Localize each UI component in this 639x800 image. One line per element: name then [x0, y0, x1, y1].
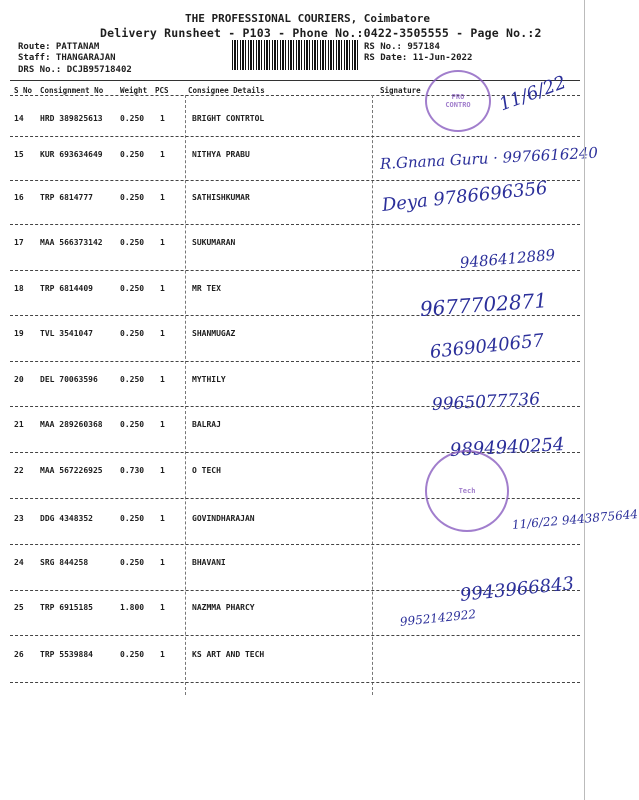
row-pcs: 1: [160, 284, 165, 293]
row-weight: 0.250: [120, 650, 145, 659]
row-weight: 0.250: [120, 420, 145, 429]
row-consignee: KS ART AND TECH: [192, 650, 265, 659]
row-consignment-number: HRD 389825613: [40, 114, 103, 123]
row-pcs: 1: [160, 238, 165, 247]
row-consignment-number: DDG 4348352: [40, 514, 93, 523]
row-sno: 26: [14, 650, 24, 659]
table-row: [0, 558, 600, 578]
row-sno: 19: [14, 329, 24, 338]
row-consignment-number: MAA 566373142: [40, 238, 103, 247]
row-sno: 23: [14, 514, 24, 523]
row-consignee: BRIGHT CONTRTOL: [192, 114, 265, 123]
col-weight: Weight: [120, 86, 148, 95]
row-pcs: 1: [160, 650, 165, 659]
table-row: [0, 466, 600, 486]
row-weight: 0.730: [120, 466, 145, 475]
col-consignee: Consignee Details: [188, 86, 265, 95]
row-separator: [10, 136, 580, 137]
row-weight: 0.250: [120, 375, 145, 384]
barcode: [232, 40, 358, 70]
row-consignee: MR TEX: [192, 284, 221, 293]
handwritten-signature: 11/6/22: [496, 71, 569, 116]
row-sno: 17: [14, 238, 24, 247]
table-row: [0, 603, 600, 623]
row-sno: 16: [14, 193, 24, 202]
row-weight: 0.250: [120, 329, 145, 338]
row-pcs: 1: [160, 420, 165, 429]
row-weight: 0.250: [120, 284, 145, 293]
row-sno: 25: [14, 603, 24, 612]
row-sno: 14: [14, 114, 24, 123]
row-sno: 15: [14, 150, 24, 159]
row-pcs: 1: [160, 193, 165, 202]
row-weight: 0.250: [120, 558, 145, 567]
drs-number: DRS No.: DCJB95718402: [18, 65, 132, 75]
handwritten-signature: R.Gnana Guru · 9976616240: [379, 143, 599, 173]
row-consignee: BALRAJ: [192, 420, 221, 429]
row-consignee: MYTHILY: [192, 375, 226, 384]
row-pcs: 1: [160, 514, 165, 523]
table-row: [0, 114, 600, 134]
handwritten-signature: Deya 9786696356: [380, 177, 549, 216]
row-pcs: 1: [160, 329, 165, 338]
row-consignment-number: TRP 6814777: [40, 193, 93, 202]
row-sno: 18: [14, 284, 24, 293]
rs-date: RS Date: 11-Jun-2022: [364, 53, 473, 63]
row-consignment-number: DEL 70063596: [40, 375, 98, 384]
row-consignee: GOVINDHARAJAN: [192, 514, 255, 523]
row-consignee: BHAVANI: [192, 558, 226, 567]
row-consignment-number: TVL 3541047: [40, 329, 93, 338]
row-weight: 0.250: [120, 150, 145, 159]
route-label: Route: PATTANAM: [18, 42, 100, 52]
rs-number: RS No.: 957184: [364, 42, 440, 52]
row-consignee: SATHISHKUMAR: [192, 193, 250, 202]
stamp-middle-text: Tech: [458, 487, 476, 495]
row-consignee: O TECH: [192, 466, 221, 475]
handwritten-signature: 9894940254: [449, 434, 565, 461]
row-consignment-number: TRP 6814409: [40, 284, 93, 293]
row-consignment-number: KUR 693634649: [40, 150, 103, 159]
row-weight: 0.250: [120, 193, 145, 202]
table-row: [0, 650, 600, 670]
row-sno: 20: [14, 375, 24, 384]
row-consignment-number: TRP 5539884: [40, 650, 93, 659]
row-consignment-number: MAA 289260368: [40, 420, 103, 429]
row-consignment-number: TRP 6915185: [40, 603, 93, 612]
row-consignment-number: SRG 844258: [40, 558, 89, 567]
row-weight: 1.800: [120, 603, 145, 612]
col-consignment: Consignment No: [40, 86, 104, 95]
row-weight: 0.250: [120, 514, 145, 523]
handwritten-signature: 9677702871: [419, 288, 548, 321]
row-separator: [10, 544, 580, 545]
row-sno: 21: [14, 420, 24, 429]
handwritten-signature: 6369040657: [428, 330, 546, 363]
table-row: [0, 514, 600, 534]
row-pcs: 1: [160, 558, 165, 567]
handwritten-signature: 11/6/22 9443875644: [511, 507, 639, 532]
row-pcs: 1: [160, 150, 165, 159]
row-consignee: NITHYA PRABU: [192, 150, 250, 159]
handwritten-signature: 9952142922: [399, 607, 477, 629]
row-separator: [10, 270, 580, 271]
row-separator: [10, 361, 580, 362]
company-stamp-middle: [425, 450, 509, 532]
row-consignee: SHANMUGAZ: [192, 329, 236, 338]
company-stamp-top: [425, 70, 491, 132]
row-pcs: 1: [160, 375, 165, 384]
header-bottom-rule: [10, 95, 580, 96]
page-edge: [584, 0, 585, 800]
row-pcs: 1: [160, 466, 165, 475]
handwritten-signature: 9486412889: [459, 245, 556, 272]
row-separator: [10, 224, 580, 225]
row-pcs: 1: [160, 114, 165, 123]
col-sno: S No: [14, 86, 33, 95]
row-separator: [10, 180, 580, 181]
row-consignee: SUKUMARAN: [192, 238, 236, 247]
handwritten-signature: 9965077736: [431, 389, 541, 415]
company-title: THE PROFESSIONAL COURIERS, Coimbatore: [185, 12, 431, 25]
row-consignment-number: MAA 567226925: [40, 466, 103, 475]
row-sno: 22: [14, 466, 24, 475]
header-top-rule: [10, 80, 580, 81]
col-signature: Signature: [380, 86, 421, 95]
row-consignee: NAZMMA PHARCY: [192, 603, 255, 612]
row-weight: 0.250: [120, 114, 145, 123]
staff-label: Staff: THANGARAJAN: [18, 53, 116, 63]
row-pcs: 1: [160, 603, 165, 612]
row-weight: 0.250: [120, 238, 145, 247]
stamp-top-text: PRO CONTRO: [445, 93, 471, 109]
row-sno: 24: [14, 558, 24, 567]
col-pcs: PCS: [155, 86, 169, 95]
handwritten-signature: 9943966843: [458, 573, 576, 606]
row-separator: [10, 682, 580, 683]
runsheet-title: Delivery Runsheet - P103 - Phone No.:0422-3505555 - Page No.:2: [100, 26, 542, 40]
row-separator: [10, 635, 580, 636]
